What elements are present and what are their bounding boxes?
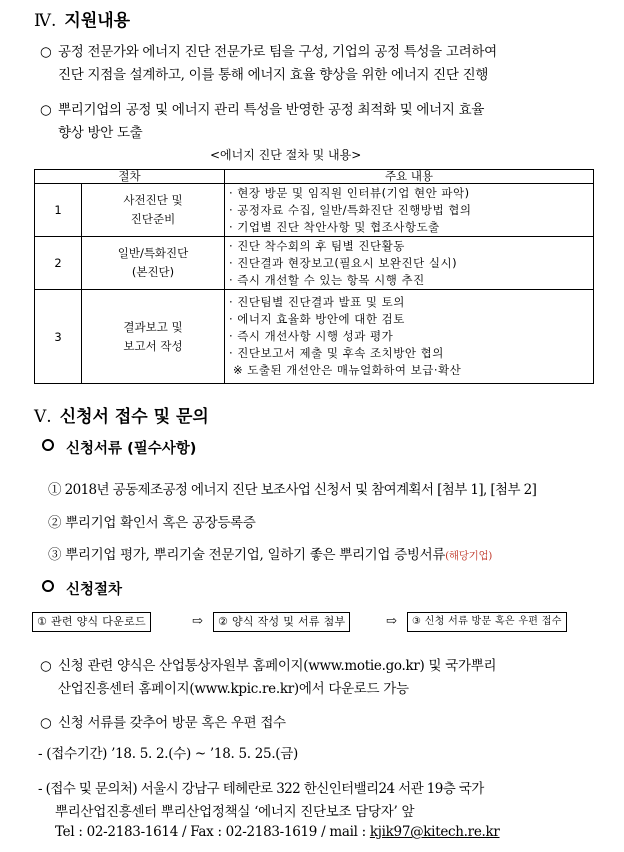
contact-line2: 뿌리산업진흥센터 뿌리산업정책실 ‘에너지 진단보조 담당자’ 앞 xyxy=(55,804,415,820)
doc-item-3 xyxy=(48,543,492,563)
doc-item-3-text: ③ 뿌리기업 평가, 뿌리기술 전문기업, 일하기 좋은 뿌리기업 증빙서류 xyxy=(48,547,446,563)
contact-email-link[interactable]: kjik97@kitech.re.kr xyxy=(369,824,500,840)
table-row xyxy=(35,290,594,384)
table-header-row xyxy=(35,170,594,184)
flow-step-1: ① 관련 양식 다운로드 xyxy=(32,612,151,632)
row-step xyxy=(82,237,225,290)
right-arrow-icon: ⇨ xyxy=(386,614,397,629)
flow-step-2: ② 양식 작성 및 서류 첨부 xyxy=(213,612,350,632)
circle-bullet-icon xyxy=(42,580,54,592)
period-line: - (접수기간) ’18. 5. 2.(수) ~ ’18. 5. 25.(금) xyxy=(38,746,298,762)
row-step xyxy=(82,184,225,237)
circle-bullet-icon: ○ xyxy=(40,102,52,118)
doc-item-1: ① 2018년 공동제조공정 에너지 진단 보조사업 신청서 및 참여계획서 [첨부 1], [첨부 2] xyxy=(48,482,537,498)
circle-bullet-icon: ○ xyxy=(40,715,52,731)
circle-bullet-icon: ○ xyxy=(40,658,52,674)
section5-title: 신청서 접수 및 문의 xyxy=(59,407,209,427)
row-step xyxy=(82,290,225,384)
step-line: 결과보고 및 xyxy=(123,319,183,334)
contact-tel-fax: Tel : 02-2183-1614 / Fax : 02-2183-1619 / mail : xyxy=(55,824,370,840)
section4-bullet1-line1 xyxy=(40,40,497,60)
section4-bullet2-line2: 향상 방안 도출 xyxy=(58,125,143,141)
row-number: 2 xyxy=(35,237,82,290)
content-item: · 진단 착수회의 후 팀별 진단활동 xyxy=(229,238,405,253)
info1-line1 xyxy=(40,654,496,674)
row-number: 3 xyxy=(35,290,82,384)
bullet1-text: 공정 전문가와 에너지 진단 전문가로 팀을 구성, 기업의 공정 특성을 고려하여 xyxy=(58,44,497,60)
section4-title: 지원내용 xyxy=(64,11,131,31)
content-item: · 진단보고서 제출 및 후속 조치방안 협의 xyxy=(229,346,444,360)
row-content xyxy=(225,237,594,290)
info2 xyxy=(40,711,286,731)
right-arrow-icon: ⇨ xyxy=(192,614,203,629)
section4-roman: Ⅳ. xyxy=(34,11,57,31)
content-item: · 현장 방문 및 임직원 인터뷰(기업 현안 파악) xyxy=(229,185,470,200)
content-item: · 에너지 효율화 방안에 대한 검토 xyxy=(229,312,405,326)
contact-tel-line xyxy=(55,824,500,840)
table-header-content: 주요 내용 xyxy=(225,170,594,184)
flow-step-3: ③ 신청 서류 방문 혹은 우편 접수 xyxy=(407,612,567,632)
row-content xyxy=(225,290,594,384)
content-item: · 진단결과 현장보고(필요시 보완진단 실시) xyxy=(229,255,458,270)
row-number: 1 xyxy=(35,184,82,237)
docs-heading xyxy=(42,437,196,458)
circle-bullet-icon: ○ xyxy=(40,44,52,60)
step-line: 일반/특화진단 xyxy=(117,246,189,260)
content-item: · 즉시 개선사항 시행 성과 평가 xyxy=(229,329,394,343)
section5-roman: Ⅴ. xyxy=(34,407,52,427)
section4-bullet2-line1 xyxy=(40,98,484,118)
step-line: 사전진단 및 xyxy=(123,193,183,207)
step-line: (본진단) xyxy=(131,265,175,279)
procedure-table xyxy=(34,169,594,384)
docs-heading-text: 신청서류 (필수사항) xyxy=(66,441,197,457)
step-line: 보고서 작성 xyxy=(123,338,183,353)
row-content xyxy=(225,184,594,237)
contact-line1: - (접수 및 문의처) 서울시 강남구 테헤란로 322 한신인터밸리24 서관 19층 국가 xyxy=(38,781,484,797)
info1-line2: 산업진흥센터 홈페이지(www.kpic.re.kr)에서 다운로드 가능 xyxy=(58,681,409,697)
circle-bullet-icon xyxy=(42,439,54,451)
info1-text: 신청 관련 양식은 산업통상자원부 홈페이지(www.motie.go.kr) 및 국가뿌리 xyxy=(58,658,497,674)
proc-heading-text: 신청절차 xyxy=(66,582,123,598)
doc-item-3-note: (해당기업) xyxy=(445,550,493,562)
table-header-step: 절차 xyxy=(35,170,225,184)
content-item: · 기업별 진단 착안사항 및 협조사항도출 xyxy=(229,219,440,234)
section5-heading xyxy=(34,402,209,427)
content-item: ※ 도출된 개선안은 매뉴얼화하여 보급·확산 xyxy=(233,363,462,377)
info2-text: 신청 서류를 갖추어 방문 혹은 우편 접수 xyxy=(58,715,286,731)
section4-bullet1-line2: 진단 지점을 설계하고, 이를 통해 에너지 효율 향상을 위한 에너지 진단 진행 xyxy=(58,67,489,83)
doc-item-2: ② 뿌리기업 확인서 혹은 공장등록증 xyxy=(48,515,256,531)
table-caption: <에너지 진단 절차 및 내용> xyxy=(210,148,362,162)
content-item: · 공정자료 수집, 일반/특화진단 진행방법 협의 xyxy=(229,202,472,217)
section4-heading xyxy=(34,6,130,31)
step-line: 진단준비 xyxy=(130,212,176,226)
table-row xyxy=(35,184,594,237)
bullet2-text: 뿌리기업의 공정 및 에너지 관리 특성을 반영한 공정 최적화 및 에너지 효율 xyxy=(58,102,485,118)
content-item: · 진단팀별 진단결과 발표 및 토의 xyxy=(229,295,405,309)
content-item: · 즉시 개선할 수 있는 항목 시행 추진 xyxy=(229,272,425,287)
proc-heading xyxy=(42,578,122,599)
table-row xyxy=(35,237,594,290)
